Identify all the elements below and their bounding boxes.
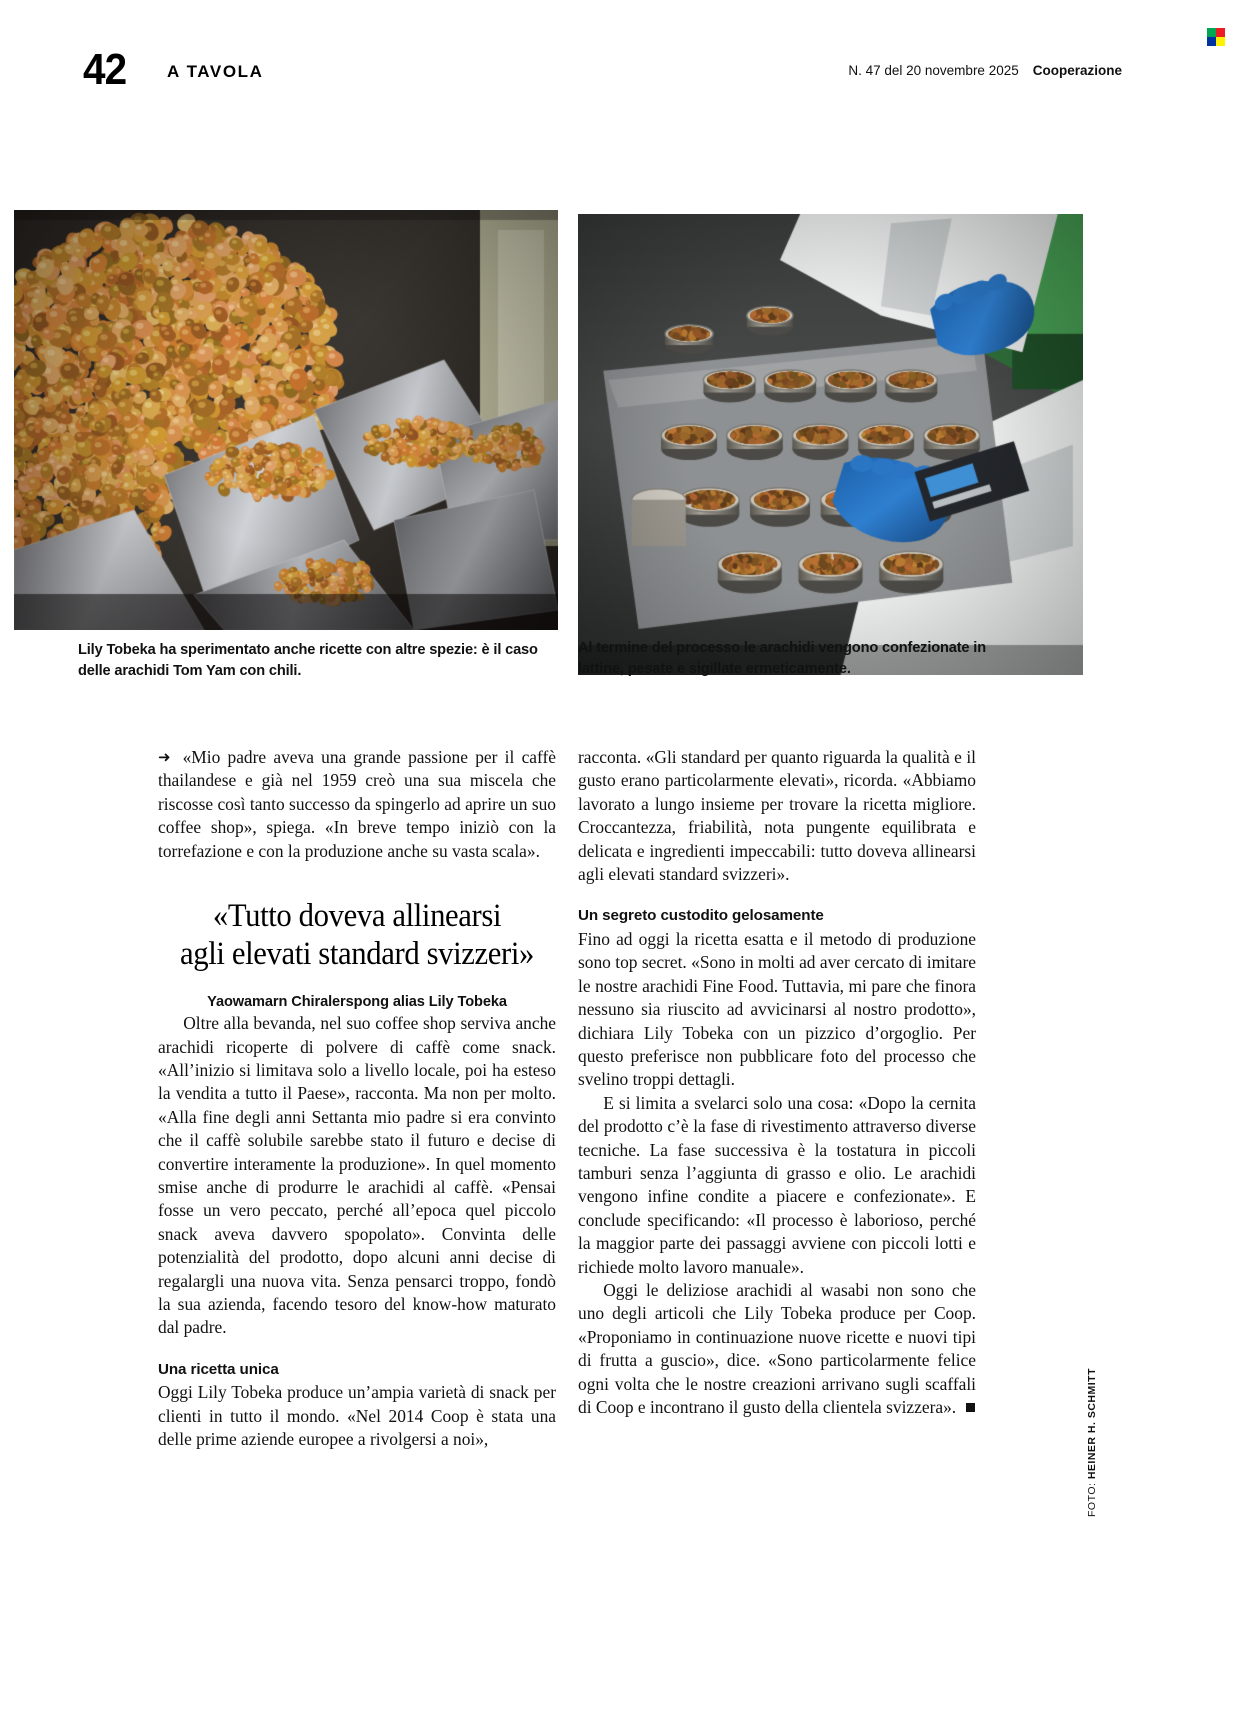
- body-paragraph-last-text: Oggi le deliziose arachidi al wasabi non sono che uno degli articoli che Lily Tobeka produce per Coop. «Proponiamo in continuazione nuove ricette e nuovi tipi di frutta a guscio», dice. «Sono particolarmente felice ogni volta che le nostre creazioni arrivano sugli scaffali di Coop e incontrano il gusto della clientela svizzera».: [578, 1279, 976, 1417]
- article-column-right: [578, 746, 976, 1419]
- pullquote-block: [158, 897, 556, 1012]
- photo-peanuts-weigher-canvas: [14, 210, 558, 630]
- body-paragraph: Fino ad oggi la ricetta esatta e il metodo di produzione sono top secret. «Sono in molti ad aver cercato di imitare le nostre arachidi Fine Food. Tuttavia, mi pare che finora nessuno sia riuscito ad avvicinarsi al nostro prodotto», dichiara Lily Tobeka con un pizzico d’orgoglio. Per questo preferisce non pubblicare foto del processo che svelino troppi dettagli.: [578, 928, 976, 1090]
- publication-brand: Cooperazione: [1032, 63, 1122, 78]
- body-paragraph: Oggi Lily Tobeka produce un’ampia varietà di snack per clienti in tutto il mondo. «Nel 2014 Coop è stata una delle prime aziende europee a rivolgersi a noi»,: [158, 1382, 556, 1450]
- photo-credit-name: HEINER H. SCHMITT: [1086, 1368, 1098, 1480]
- pullquote-attribution: Yaowamarn Chiralerspong alias Lily Tobeka: [207, 993, 507, 1010]
- registration-color-swatch: [1207, 28, 1225, 46]
- article-column-left: [158, 746, 556, 1452]
- body-paragraph: E si limita a svelarci solo una cosa: «Dopo la cernita del prodotto c’è la fase di rivestimento attraverso diverse tecniche. La fase successiva è la tostatura in piccoli tamburi senza l’aggiunta di grasso e olio. Le arachidi vengono infine condite a piacere e confezionate». E conclude specificando: «Il processo è laborioso, perché la maggior parte dei passaggi avviene con piccoli lotti e richiede molto lavoro manuale».: [578, 1092, 976, 1277]
- reg-swatch-blue: [1207, 37, 1216, 46]
- caption-right: Al termine del processo le arachidi vengono confezionate in lattine, pesate e sigillate ermeticamente.: [578, 640, 986, 677]
- page-header: [83, 45, 1122, 98]
- pullquote-line-1: «Tutto doveva allinearsi: [212, 898, 502, 935]
- arrow-right-icon: ➜: [158, 748, 171, 766]
- subhead-una-ricetta-unica: Una ricetta unica: [158, 1360, 279, 1378]
- photo-canning-line: [578, 214, 1083, 675]
- end-of-article-mark: [966, 1403, 975, 1412]
- photo-credit-label: FOTO:: [1086, 1482, 1098, 1517]
- body-paragraph: Oltre alla bevanda, nel suo coffee shop serviva anche arachidi ricoperte di polvere di caffè come snack. «All’inizio si limitava solo a livello locale, poi ha esteso la vendita a tutto il Paese», racconta. Ma non per molto. «Alla fine degli anni Settanta mio padre si era convinto che il caffè solubile sarebbe stato il futuro e decise di convertire interamente la produzione». In quel momento smise anche di produrre le arachidi al caffè. «Pensai fosse un vero peccato, perché all’epoca quel piccolo snack aveva davvero spopolato». Convinta delle potenzialità del prodotto, dopo alcuni anni decise di regalargli una nuova vita. Senza pensarci troppo, fondò la sua azienda, facendo tesoro del know-how maturato dal padre.: [158, 1013, 556, 1338]
- subhead-un-segreto-custodito: Un segreto custodito gelosamente: [578, 907, 824, 925]
- lead-paragraph-text: «Mio padre aveva una grande passione per il caffè thailandese e già nel 1959 creò una sua miscela che riscosse così tanto successo da spingerlo ad aprire un suo coffee shop», spiega. «In breve tempo iniziò con la torrefazione e con la produzione anche su vasta scala».: [158, 747, 556, 861]
- issue-info: [848, 63, 1122, 78]
- caption-left: Lily Tobeka ha sperimentato anche ricette con altre spezie: è il caso delle arachidi Tom Yam con chili.: [78, 642, 538, 679]
- issue-date: N. 47 del 20 novembre 2025: [848, 63, 1019, 78]
- reg-swatch-green: [1207, 28, 1216, 37]
- photo-credit: [1086, 1368, 1098, 1517]
- reg-swatch-red: [1216, 28, 1225, 37]
- pullquote-line-2: agli elevati standard svizzeri»: [179, 936, 535, 973]
- page-number: 42: [83, 45, 127, 94]
- section-rubric: A TAVOLA: [167, 62, 264, 81]
- reg-swatch-yellow: [1216, 37, 1225, 46]
- lead-paragraph: [158, 746, 556, 863]
- photo-canning-line-canvas: [578, 214, 1083, 675]
- pullquote: [172, 897, 542, 974]
- body-paragraph-last: [578, 1279, 976, 1419]
- photo-peanuts-weigher: [14, 210, 558, 630]
- body-paragraph: racconta. «Gli standard per quanto riguarda la qualità e il gusto erano particolarmente elevati», ricorda. «Abbiamo lavorato a lungo insieme per trovare la ricetta migliore. Croccantezza, friabilità, nota pungente equilibrata e delicata e ingredienti impeccabili: tutto doveva allinearsi agli elevati standard svizzeri».: [578, 747, 976, 885]
